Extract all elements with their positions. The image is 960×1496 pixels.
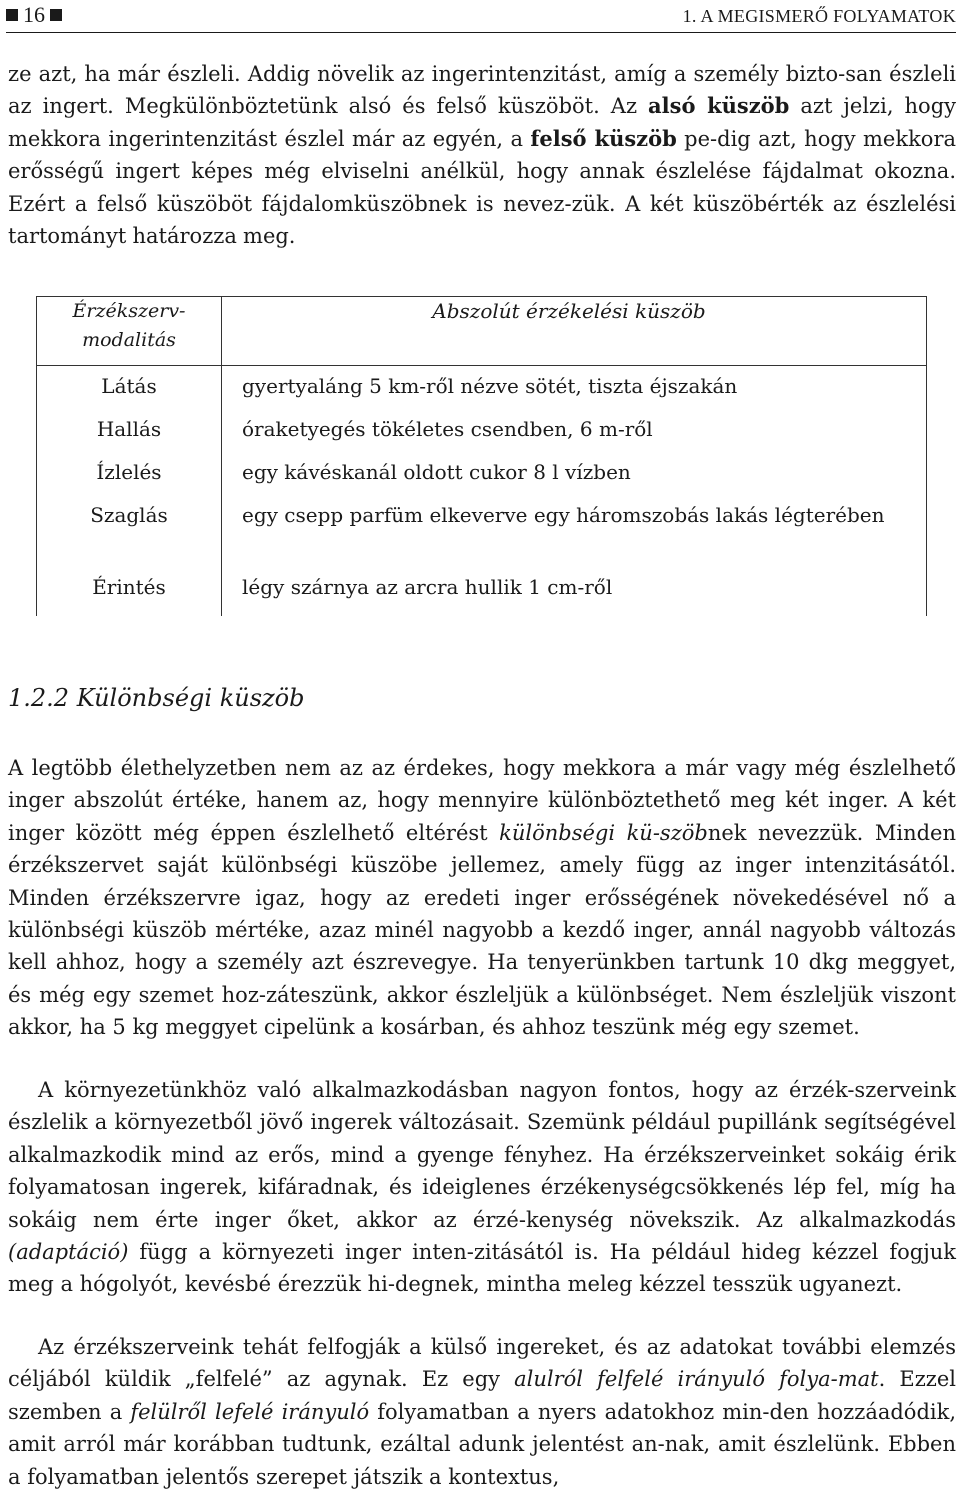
header-modality-line1: Érzékszerv- <box>72 300 186 322</box>
body-paragraph <box>8 1074 956 1301</box>
threshold-cell: légy szárnya az arcra hullik 1 cm-ről <box>222 563 927 616</box>
table-row <box>37 405 927 448</box>
term-upper-threshold: felső küszöb <box>530 125 677 151</box>
modality-cell: Szaglás <box>37 491 222 563</box>
text-run: ze azt, ha már észleli. Addig növelik az ingerintenzitást, amíg a személy bizto-san észleli az ingert. Megkülönböztetünk alsó és felső küszöböt. Az <box>8 62 956 119</box>
header-modality-line2: modalitás <box>82 329 176 351</box>
threshold-cell: egy csepp parfüm elkeverve egy háromszobás lakás légterében <box>222 491 927 563</box>
threshold-cell: gyertyaláng 5 km-ről nézve sötét, tiszta éjszakán <box>222 366 927 406</box>
header-threshold: Abszolút érzékelési küszöb <box>222 297 927 366</box>
square-bullet-icon <box>6 9 18 21</box>
absolute-threshold-table <box>36 296 927 616</box>
modality-cell: Látás <box>37 366 222 406</box>
threshold-cell: óraketyegés tökéletes csendben, 6 m-ről <box>222 405 927 448</box>
page-number: 16 <box>23 2 45 27</box>
term-bottom-up: alulról felfelé irányuló folya-mat <box>514 1367 879 1392</box>
term-lower-threshold: alsó küszöb <box>648 93 790 119</box>
term-top-down: felülről lefelé irányuló <box>130 1399 370 1424</box>
text-run: Az érzékszerveink tehát felfogják a külső ingereket, és az adatokat további elemzés céljából küldik „felfelé” az agynak. Ez egy <box>8 1335 956 1392</box>
body-paragraph <box>8 752 956 1044</box>
header-modality <box>37 297 222 366</box>
text-run: . Ezzel szemben a <box>8 1367 956 1424</box>
table-row <box>37 448 927 491</box>
table-row <box>37 491 927 563</box>
intro-paragraph <box>8 58 956 252</box>
term-difference-threshold: különbségi kü-szöb <box>499 820 708 845</box>
term-adaptation: (adaptáció) <box>8 1240 129 1265</box>
table-header-row <box>37 297 927 366</box>
section-heading: 1.2.2 Különbségi küszöb <box>8 684 305 712</box>
text-run: nek nevezzük. Minden érzékszervet saját különbségi küszöbe jellemez, amely függ az inger intenzitásától. Minden érzékszervre igaz, hogy az eredeti inger erősségének növekedésével nő a különbségi küszöb mértéke, azaz minél nagyobb a kezdő inger, annál nagyobb változás kell ahhoz, hogy a személy azt észrevegye. Ha tenyerünkben tartunk 10 dkg meggyet, és még egy szemet hoz-záteszünk, akkor észleljük a különbséget. Nem észleljük viszont akkor, ha 5 kg meggyet cipelünk a kosárban, és ahhoz teszünk még egy szemet. <box>8 820 957 1040</box>
chapter-title: 1. A MEGISMERŐ FOLYAMATOK <box>682 6 956 26</box>
text-run: A legtöbb élethelyzetben nem az az érdekes, hogy mekkora a már vagy még észlelhető inger abszolút értéke, hanem az, hogy mennyire különböztethető meg két inger. A két inger között még éppen észlelhető eltérést <box>8 756 956 845</box>
table-row <box>37 563 927 616</box>
modality-cell: Ízlelés <box>37 448 222 491</box>
square-bullet-icon <box>50 9 62 21</box>
text-run: azt jelzi, hogy mekkora ingerintenzitást észlel már az egyén, a <box>8 94 956 151</box>
modality-cell: Hallás <box>37 405 222 448</box>
text-run: A környezetünkhöz való alkalmazkodásban nagyon fontos, hogy az érzék-szerveink észlelik a környezetből jövő ingerek változásait. Szemünk például pupillánk segítségével alkalmazkodik mind az erős, mind a gyenge fényhez. Ha érzékszerveinket sokáig érik folyamatosan ingerek, kifáradnak, és ideiglenes érzékenységcsökkenés lép fel, míg ha sokáig nem érte inger őket, akkor az érzé-kenység növekszik. Az alkalmazkodás <box>8 1078 956 1232</box>
text-run: pe-dig azt, hogy mekkora erősségű ingert képes még elviselni anélkül, hogy annak észlelése fájdalmat okozna. Ezért a felső küszöböt fájdalomküszöbnek is nevez-zük. A két küszöbérték az észlelési tartományt határozza meg. <box>8 126 956 249</box>
modality-cell: Érintés <box>37 563 222 616</box>
body-paragraph <box>8 1331 956 1493</box>
threshold-cell: egy kávéskanál oldott cukor 8 l vízben <box>222 448 927 491</box>
text-run: folyamatban a nyers adatokhoz min-den hozzáadódik, amit arról már korábban tudtunk, ezáltal adunk jelentést an-nak, amit észlelünk. Ebben a folyamatban jelentős szerepet játszik a kontextus, <box>8 1399 956 1489</box>
table-row <box>37 366 927 406</box>
running-header <box>6 2 956 33</box>
page-number-block <box>6 2 67 28</box>
text-run: függ a környezeti inger inten-zitásától is. Ha például hideg kézzel fogjuk meg a hógolyót, kevésbé érezzük hi-degnek, mintha meleg kézzel tesszük ugyanezt. <box>8 1240 956 1297</box>
